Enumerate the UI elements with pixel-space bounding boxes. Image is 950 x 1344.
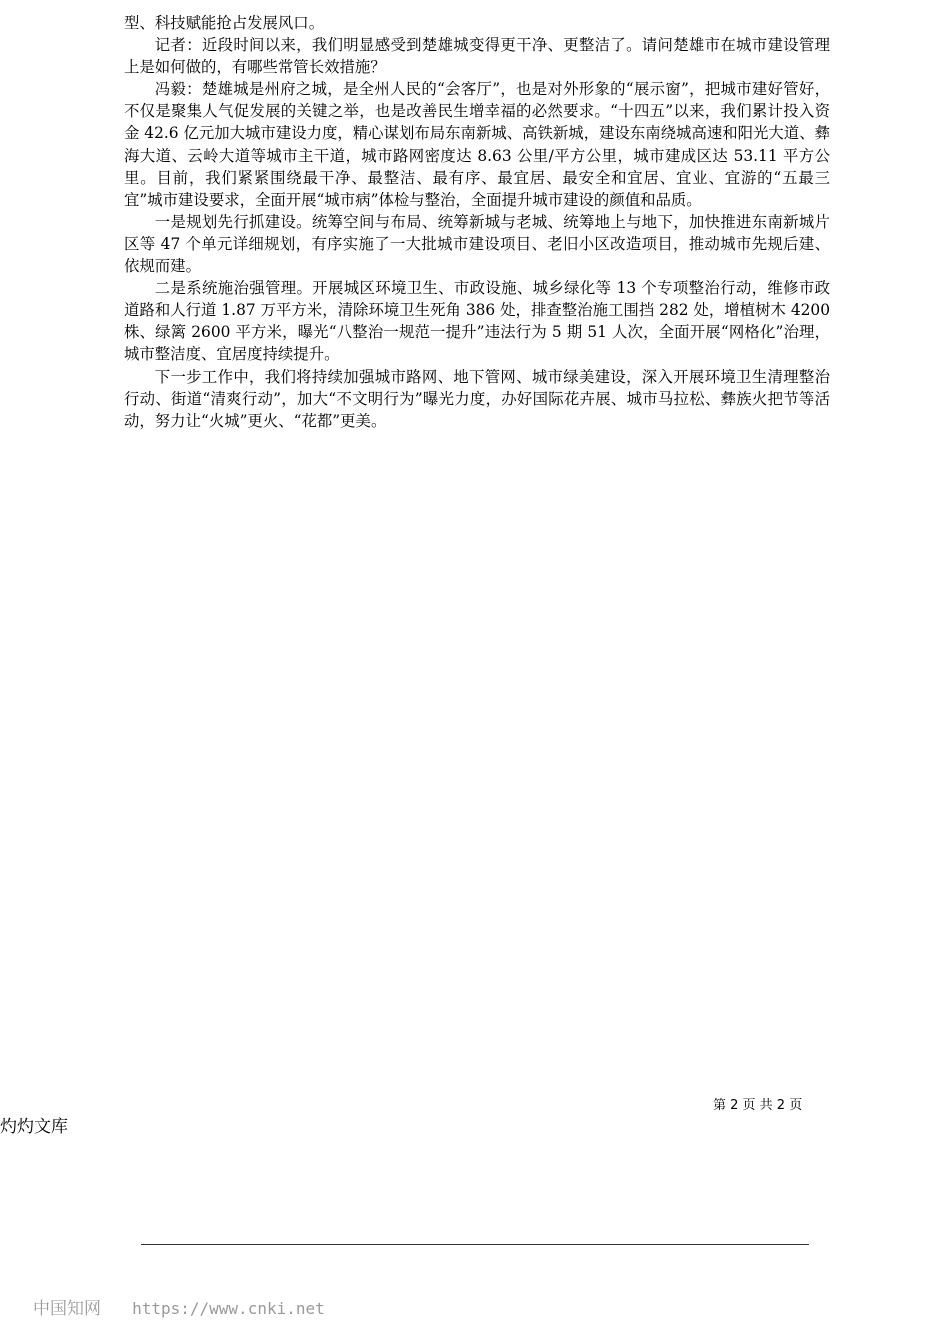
library-watermark: 灼灼文库	[0, 1117, 68, 1137]
article-paragraph-answer: 冯毅：楚雄城是州府之城，是全州人民的“会客厅”，也是对外形象的“展示窗”，把城市建好管好，不仅是聚集人气促发展的关键之举，也是改善民生增幸福的必然要求。“十四五”以来，我们累计投入资金 42.6 亿元加大城市建设力度，精心谋划布局东南新城、高铁新城，建设东南绕城高速和阳光大道、彝海大道、云岭大道等城市主干道，城市路网密度达 8.63 公里/平方公里，城市建成区达 53.11 平方公里。目前，我们紧紧围绕最干净、最整洁、最有序、最宜居、最安全和宜居、宜业、宜游的“五最三宜”城市建设要求，全面开展“城市病”体检与整治，全面提升城市建设的颜值和品质。	[124, 80, 830, 209]
source-footer	[33, 1294, 325, 1319]
article-paragraph-continuation: 型、科技赋能抢占发展风口。	[124, 14, 325, 32]
article-paragraph-management: 二是系统施治强管理。开展城区环境卫生、市政设施、城乡绿化等 13 个专项整治行动，维修市政道路和人行道 1.87 万平方米，清除环境卫生死角 386 处，排查整治施工围挡 282 处，增植树木 4200 株、绿篱 2600 平方米，曝光“八整治一规范一提升”违法行为 5 期 51 人次，全面开展“网格化”治理，城市整洁度、宜居度持续提升。	[124, 279, 830, 364]
article-paragraph-planning: 一是规划先行抓建设。统筹空间与布局、统筹新城与老城、统筹地上与地下，加快推进东南新城片区等 47 个单元详细规划，有序实施了一大批城市建设项目、老旧小区改造项目，推动城市先规后建、依规而建。	[124, 212, 830, 276]
article-body	[124, 12, 830, 432]
footer-divider	[141, 1244, 809, 1245]
article-paragraph-question: 记者：近段时间以来，我们明显感受到楚雄城变得更干净、更整洁了。请问楚雄市在城市建设管理上是如何做的，有哪些常管长效措施？	[124, 36, 830, 77]
page-number: 第 2 页 共 2 页	[713, 1098, 803, 1113]
article-paragraph-next-steps: 下一步工作中，我们将持续加强城市路网、地下管网、城市绿美建设，深入开展环境卫生清理整治行动、街道“清爽行动”，加大“不文明行为”曝光力度，办好国际花卉展、城市马拉松、彝族火把节等活动，努力让“火城”更火、“花都”更美。	[124, 367, 830, 430]
source-name: 中国知网	[33, 1299, 101, 1319]
source-url-link[interactable]: https://www.cnki.net	[132, 1299, 325, 1318]
